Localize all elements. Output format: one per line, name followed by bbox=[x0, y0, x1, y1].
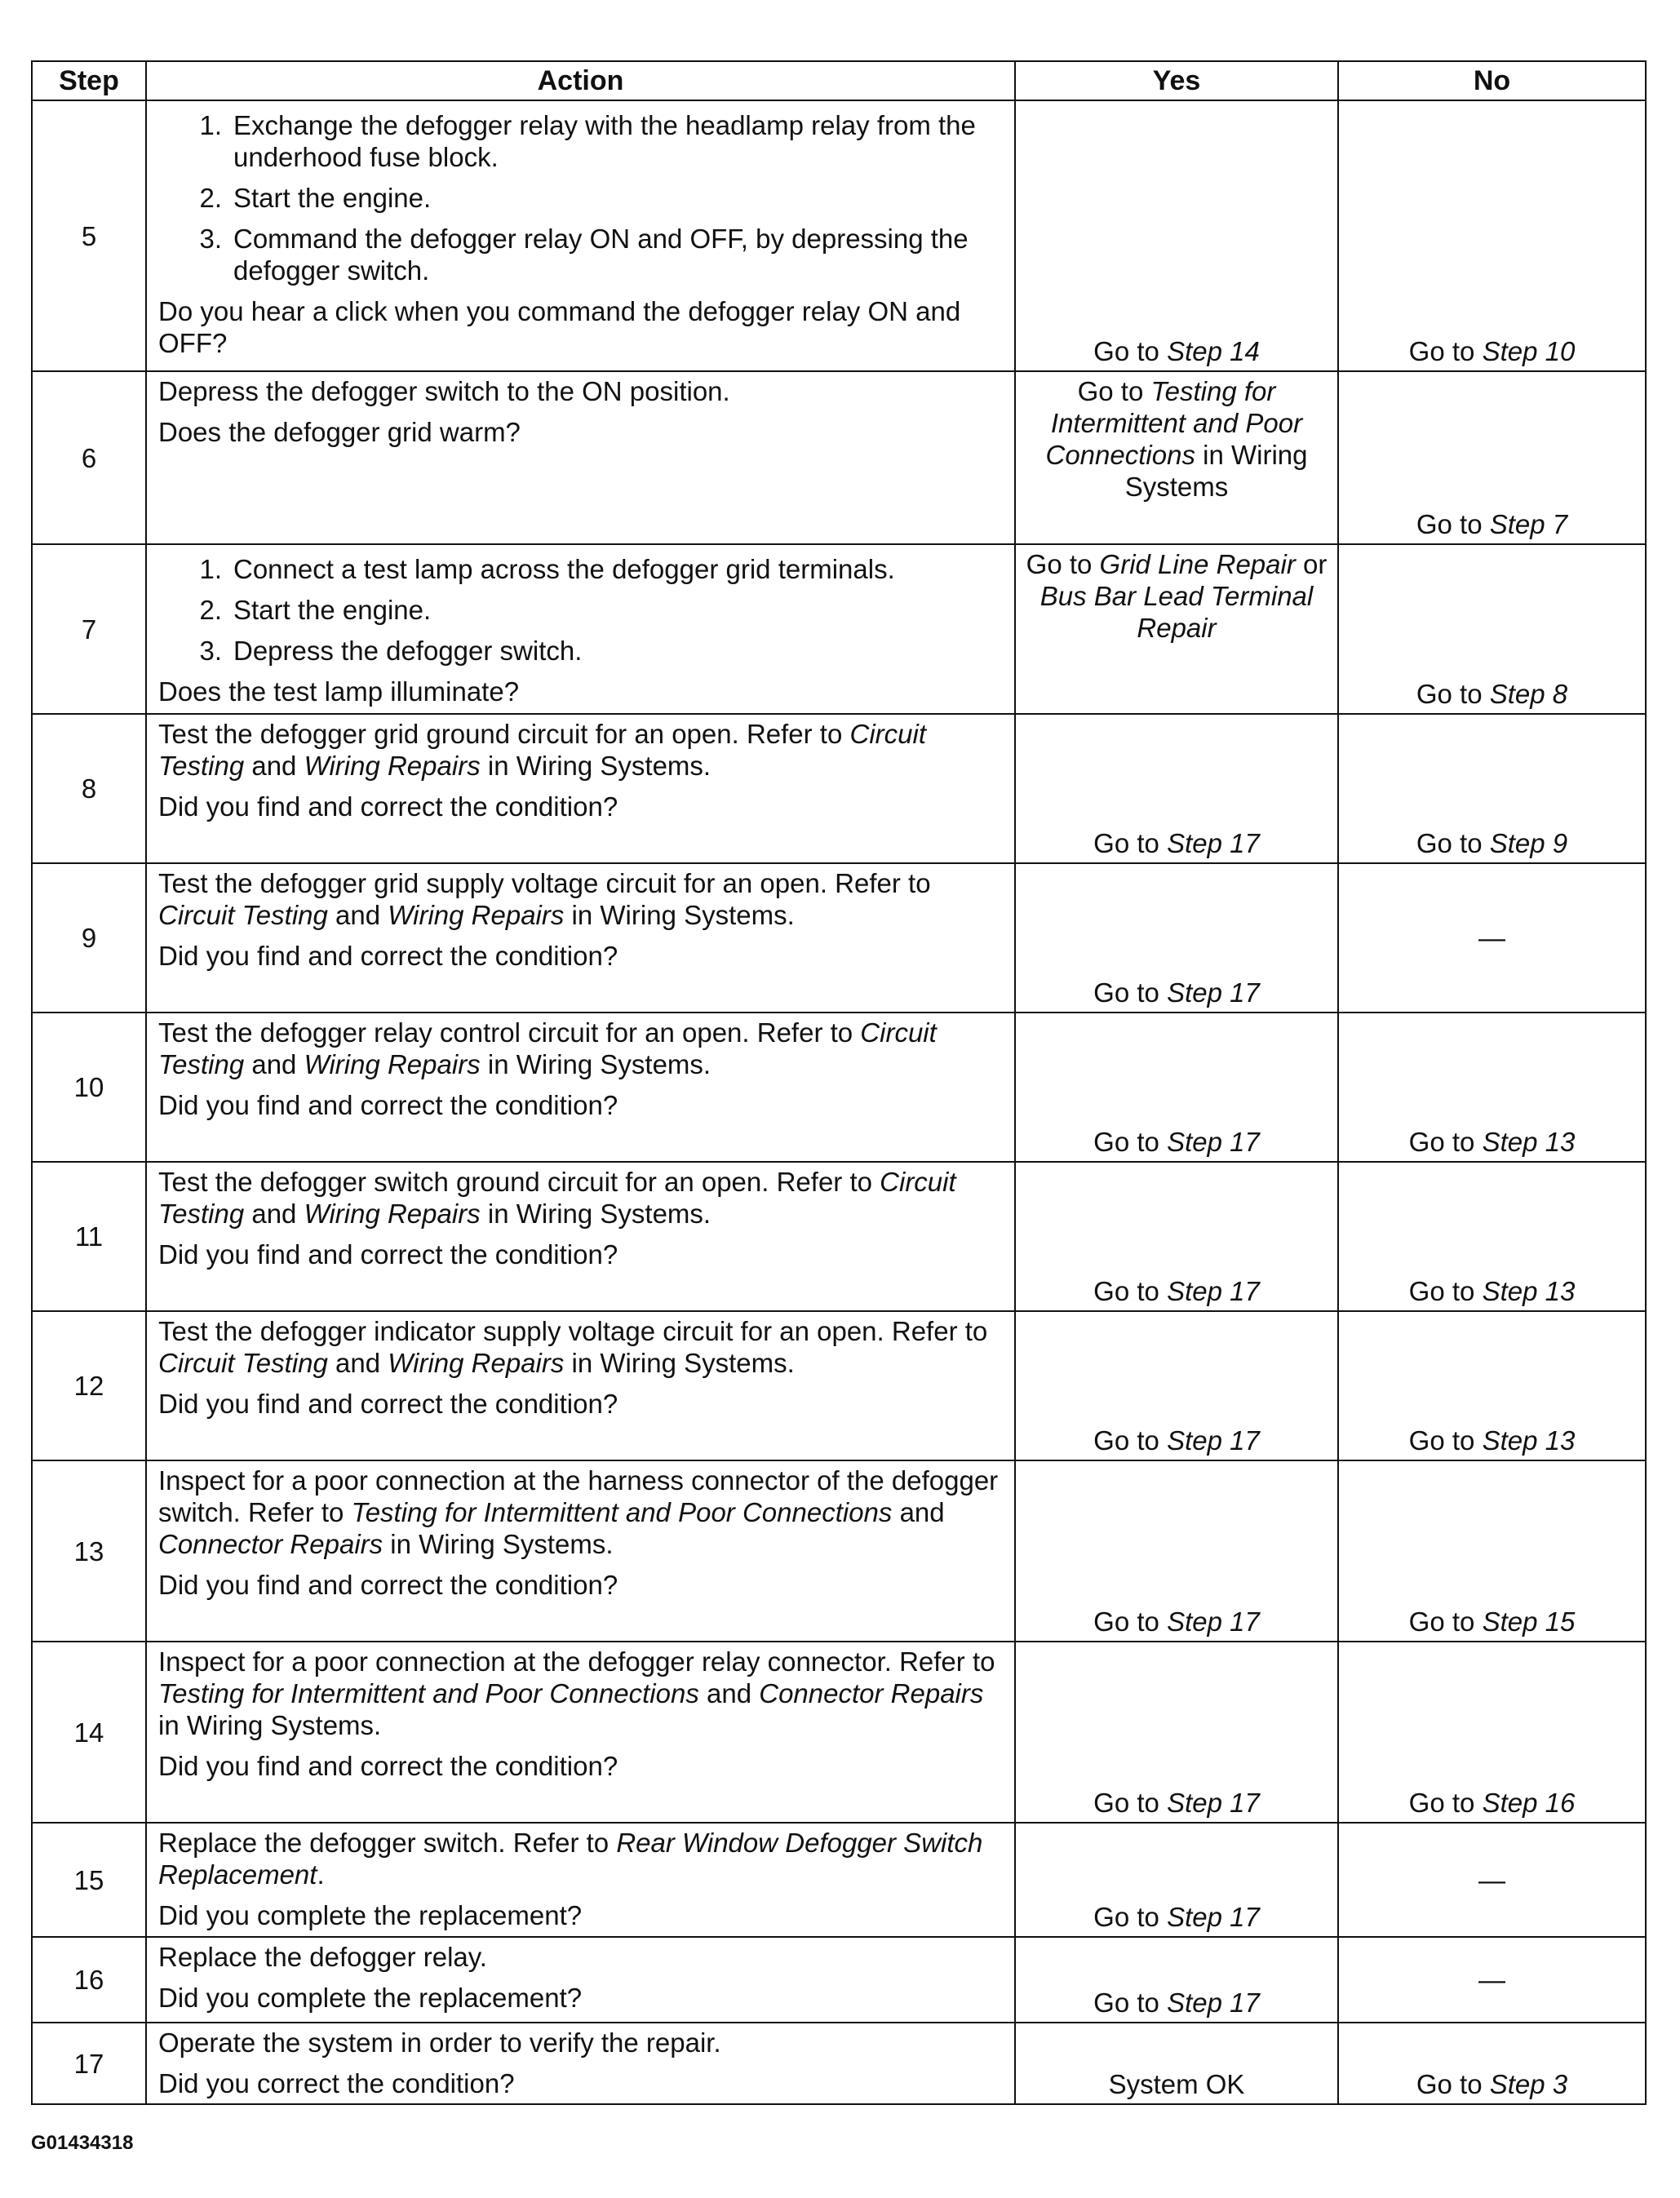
action-text-part: and bbox=[244, 1199, 304, 1229]
action-text-part: and bbox=[244, 751, 304, 781]
action-text-part: Test the defogger relay control circuit for an open. Refer to bbox=[158, 1017, 861, 1048]
list-text: Command the defogger relay ON and OFF, by depressing the defogger switch. bbox=[233, 224, 969, 286]
action-text-part: and bbox=[698, 1678, 760, 1708]
goto-prefix: Go to bbox=[1408, 1127, 1483, 1157]
action-text-part: Test the defogger grid ground circuit for an open. Refer to bbox=[158, 719, 850, 749]
action-question: Does the test lamp illuminate? bbox=[158, 676, 520, 707]
reference-link: Rear Window Defogger Switch Replacement bbox=[158, 1828, 983, 1890]
no-action-dash: — bbox=[1478, 1864, 1505, 1895]
yes-result bbox=[1015, 1642, 1338, 1823]
yes-result bbox=[1015, 1823, 1338, 1937]
goto-reference: Step 13 bbox=[1482, 1127, 1576, 1157]
action-text-part: in Wiring Systems. bbox=[480, 1049, 711, 1079]
goto-prefix: Go to bbox=[1093, 1425, 1168, 1456]
reference-link: Testing for Intermittent and Poor Connections bbox=[351, 1497, 893, 1527]
table-row bbox=[32, 371, 1646, 544]
goto-reference: Bus Bar Lead Terminal Repair bbox=[1039, 581, 1314, 643]
action-list-item bbox=[158, 182, 1003, 214]
action-text-part: and bbox=[327, 1348, 388, 1378]
action-cell bbox=[146, 863, 1015, 1013]
goto-prefix: Go to bbox=[1093, 1788, 1168, 1818]
goto-reference: Step 17 bbox=[1167, 1988, 1260, 2018]
action-text-part: and bbox=[244, 1049, 304, 1079]
goto-prefix: Go to bbox=[1408, 336, 1483, 366]
action-text-part: and bbox=[892, 1497, 945, 1527]
table-row bbox=[32, 544, 1646, 714]
goto-reference: Step 13 bbox=[1482, 1425, 1576, 1456]
action-text-part: Inspect for a poor connection at the defogger relay connector. Refer to bbox=[158, 1646, 995, 1677]
step-number: 9 bbox=[32, 863, 146, 1013]
goto-prefix: Go to bbox=[1093, 1127, 1168, 1157]
reference-link: Wiring Repairs bbox=[304, 751, 481, 781]
action-cell bbox=[146, 1460, 1015, 1642]
goto-prefix: Go to bbox=[1408, 1276, 1483, 1306]
action-text-part: in Wiring Systems. bbox=[564, 900, 795, 930]
no-result bbox=[1338, 1311, 1646, 1460]
action-question: Did you find and correct the condition? bbox=[158, 1090, 618, 1120]
no-result bbox=[1338, 863, 1646, 1013]
goto-suffix: in Wiring Systems bbox=[1124, 440, 1308, 502]
action-cell bbox=[146, 2023, 1015, 2104]
table-row bbox=[32, 100, 1646, 371]
action-question: Did you find and correct the condition? bbox=[158, 1389, 618, 1419]
goto-prefix: Go to bbox=[1416, 509, 1490, 539]
goto-prefix: Go to bbox=[1093, 336, 1168, 366]
action-text-part: . bbox=[317, 1859, 325, 1890]
action-text-part: Test the defogger grid supply voltage circuit for an open. Refer to bbox=[158, 868, 931, 898]
step-number: 11 bbox=[32, 1162, 146, 1311]
goto-prefix: Go to bbox=[1093, 1988, 1168, 2018]
action-cell bbox=[146, 1311, 1015, 1460]
no-result bbox=[1338, 1642, 1646, 1823]
action-text bbox=[158, 867, 1003, 931]
action-text bbox=[158, 1166, 1003, 1230]
action-cell bbox=[146, 544, 1015, 714]
no-result bbox=[1338, 714, 1646, 863]
list-number: 3. bbox=[199, 636, 222, 666]
no-action-dash: — bbox=[1478, 1965, 1505, 1995]
action-text bbox=[158, 1827, 1003, 1890]
goto-prefix: Go to bbox=[1416, 2069, 1490, 2099]
action-text-part: in Wiring Systems. bbox=[480, 751, 711, 781]
action-text-part: Test the defogger switch ground circuit for an open. Refer to bbox=[158, 1167, 880, 1197]
goto-prefix: Go to bbox=[1093, 1606, 1168, 1637]
reference-link: Circuit Testing bbox=[158, 1017, 937, 1079]
action-cell bbox=[146, 100, 1015, 371]
figure-id: G01434318 bbox=[31, 2132, 134, 2154]
goto-prefix: Go to bbox=[1093, 1902, 1168, 1932]
list-number: 3. bbox=[199, 224, 222, 254]
goto-reference: Step 13 bbox=[1482, 1276, 1576, 1306]
table-row bbox=[32, 1311, 1646, 1460]
action-question: Did you find and correct the condition? bbox=[158, 941, 618, 971]
action-text: Depress the defogger switch to the ON position. bbox=[158, 376, 730, 406]
list-number: 2. bbox=[199, 183, 222, 213]
step-number: 15 bbox=[32, 1823, 146, 1937]
yes-result bbox=[1015, 2023, 1338, 2104]
action-list-item bbox=[158, 635, 1003, 667]
no-result bbox=[1338, 544, 1646, 714]
goto-reference: Step 17 bbox=[1167, 977, 1260, 1008]
no-result bbox=[1338, 1937, 1646, 2023]
header-no: No bbox=[1338, 61, 1646, 100]
diagnostic-table bbox=[31, 60, 1647, 2105]
list-text: Start the engine. bbox=[233, 183, 432, 213]
reference-link: Circuit Testing bbox=[158, 719, 927, 781]
goto-reference: Testing for Intermittent and Poor Connections bbox=[1045, 376, 1303, 470]
action-question: Did you find and correct the condition? bbox=[158, 1751, 618, 1781]
goto-reference: Step 9 bbox=[1489, 828, 1568, 858]
no-action-dash: — bbox=[1478, 923, 1505, 953]
action-text-part: Replace the defogger switch. Refer to bbox=[158, 1828, 617, 1858]
reference-link: Connector Repairs bbox=[759, 1678, 984, 1708]
table-row bbox=[32, 1823, 1646, 1937]
goto-reference: Step 17 bbox=[1167, 1425, 1260, 1456]
no-result bbox=[1338, 100, 1646, 371]
no-result bbox=[1338, 2023, 1646, 2104]
action-cell bbox=[146, 1642, 1015, 1823]
goto-reference: Step 17 bbox=[1167, 1276, 1260, 1306]
action-cell bbox=[146, 1937, 1015, 2023]
goto-reference: Step 14 bbox=[1167, 336, 1260, 366]
action-list bbox=[158, 109, 1003, 286]
action-question: Does the defogger grid warm? bbox=[158, 417, 521, 447]
list-number: 1. bbox=[199, 554, 222, 584]
goto-prefix: Go to bbox=[1093, 1276, 1168, 1306]
goto-prefix: Go to bbox=[1408, 1425, 1483, 1456]
step-number: 14 bbox=[32, 1642, 146, 1823]
table-header-row bbox=[32, 61, 1646, 100]
action-text-part: and bbox=[327, 900, 388, 930]
action-text bbox=[158, 1315, 1003, 1379]
header-step: Step bbox=[32, 61, 146, 100]
goto-reference: Grid Line Repair bbox=[1099, 549, 1296, 579]
goto-prefix: Go to bbox=[1026, 549, 1100, 579]
goto-connector: or bbox=[1295, 549, 1328, 579]
action-list bbox=[158, 553, 1003, 667]
action-cell bbox=[146, 714, 1015, 863]
action-text-part: in Wiring Systems. bbox=[480, 1199, 711, 1229]
table-row bbox=[32, 863, 1646, 1013]
reference-link: Circuit Testing bbox=[158, 900, 328, 930]
action-question: Did you find and correct the condition? bbox=[158, 1239, 618, 1270]
list-number: 1. bbox=[199, 110, 222, 140]
table-row bbox=[32, 1460, 1646, 1642]
header-yes: Yes bbox=[1015, 61, 1338, 100]
table-row bbox=[32, 714, 1646, 863]
reference-link: Connector Repairs bbox=[158, 1529, 383, 1559]
yes-result bbox=[1015, 1937, 1338, 2023]
action-list-item bbox=[158, 553, 1003, 585]
goto-prefix: Go to bbox=[1416, 679, 1490, 709]
yes-result bbox=[1015, 1013, 1338, 1162]
action-list-item bbox=[158, 109, 1003, 173]
yes-result bbox=[1015, 100, 1338, 371]
yes-result bbox=[1015, 1460, 1338, 1642]
step-number: 12 bbox=[32, 1311, 146, 1460]
list-text: Connect a test lamp across the defogger grid terminals. bbox=[233, 554, 895, 584]
reference-link: Testing for Intermittent and Poor Connections bbox=[158, 1678, 699, 1708]
goto-reference: Step 8 bbox=[1489, 679, 1568, 709]
yes-result bbox=[1015, 863, 1338, 1013]
table-row bbox=[32, 1162, 1646, 1311]
no-result bbox=[1338, 1013, 1646, 1162]
action-text-part: in Wiring Systems. bbox=[383, 1529, 614, 1559]
table-row bbox=[32, 1013, 1646, 1162]
result-text: System OK bbox=[1108, 2069, 1245, 2099]
action-question: Did you find and correct the condition? bbox=[158, 791, 618, 822]
action-text: Replace the defogger relay. bbox=[158, 1942, 487, 1972]
action-question: Did you complete the replacement? bbox=[158, 1983, 583, 2013]
action-text: Operate the system in order to verify the repair. bbox=[158, 2027, 721, 2058]
goto-reference: Step 17 bbox=[1167, 1606, 1260, 1637]
table-row bbox=[32, 1642, 1646, 1823]
action-cell bbox=[146, 1823, 1015, 1937]
action-cell bbox=[146, 1162, 1015, 1311]
action-list-item bbox=[158, 223, 1003, 286]
yes-result bbox=[1015, 1311, 1338, 1460]
list-text: Start the engine. bbox=[233, 595, 432, 625]
goto-reference: Step 17 bbox=[1167, 1902, 1260, 1932]
goto-prefix: Go to bbox=[1093, 977, 1168, 1008]
goto-reference: Step 17 bbox=[1167, 1788, 1260, 1818]
step-number: 8 bbox=[32, 714, 146, 863]
action-text-part: in Wiring Systems. bbox=[158, 1710, 382, 1740]
goto-prefix: Go to bbox=[1408, 1788, 1483, 1818]
yes-result bbox=[1015, 371, 1338, 544]
action-text bbox=[158, 1465, 1003, 1560]
reference-link: Wiring Repairs bbox=[304, 1049, 481, 1079]
goto-reference: Step 3 bbox=[1489, 2069, 1568, 2099]
yes-result bbox=[1015, 714, 1338, 863]
reference-link: Wiring Repairs bbox=[304, 1199, 481, 1229]
action-list-item bbox=[158, 594, 1003, 626]
goto-prefix: Go to bbox=[1416, 828, 1490, 858]
reference-link: Wiring Repairs bbox=[388, 1348, 565, 1378]
action-question: Did you correct the condition? bbox=[158, 2068, 515, 2098]
action-cell bbox=[146, 1013, 1015, 1162]
action-text-part: Inspect for a poor connection at the harness connector of the defogger switch. Refer to bbox=[158, 1465, 999, 1527]
reference-link: Circuit Testing bbox=[158, 1348, 328, 1378]
no-result bbox=[1338, 1460, 1646, 1642]
page bbox=[31, 60, 1645, 2105]
reference-link: Wiring Repairs bbox=[388, 900, 565, 930]
action-text-part: Test the defogger indicator supply voltage circuit for an open. Refer to bbox=[158, 1316, 988, 1346]
action-question: Do you hear a click when you command the defogger relay ON and OFF? bbox=[158, 296, 961, 358]
goto-prefix: Go to bbox=[1093, 828, 1168, 858]
action-text-part: in Wiring Systems. bbox=[564, 1348, 795, 1378]
no-result bbox=[1338, 1823, 1646, 1937]
goto-prefix: Go to bbox=[1408, 1606, 1483, 1637]
no-result bbox=[1338, 1162, 1646, 1311]
list-text: Exchange the defogger relay with the headlamp relay from the underhood fuse block. bbox=[233, 110, 976, 172]
action-question: Did you find and correct the condition? bbox=[158, 1570, 618, 1600]
goto-reference: Step 17 bbox=[1167, 1127, 1260, 1157]
action-text bbox=[158, 1646, 1003, 1741]
step-number: 7 bbox=[32, 544, 146, 714]
step-number: 16 bbox=[32, 1937, 146, 2023]
action-text bbox=[158, 1017, 1003, 1080]
step-number: 17 bbox=[32, 2023, 146, 2104]
goto-reference: Step 10 bbox=[1482, 336, 1576, 366]
action-text bbox=[158, 718, 1003, 782]
header-action: Action bbox=[146, 61, 1015, 100]
list-number: 2. bbox=[199, 595, 222, 625]
yes-result bbox=[1015, 1162, 1338, 1311]
action-cell bbox=[146, 371, 1015, 544]
goto-reference: Step 16 bbox=[1482, 1788, 1576, 1818]
yes-result bbox=[1015, 544, 1338, 714]
step-number: 5 bbox=[32, 100, 146, 371]
step-number: 10 bbox=[32, 1013, 146, 1162]
goto-reference: Step 7 bbox=[1489, 509, 1568, 539]
step-number: 6 bbox=[32, 371, 146, 544]
table-row bbox=[32, 1937, 1646, 2023]
list-text: Depress the defogger switch. bbox=[233, 636, 583, 666]
goto-reference: Step 17 bbox=[1167, 828, 1260, 858]
goto-prefix: Go to bbox=[1077, 376, 1151, 406]
table-row bbox=[32, 2023, 1646, 2104]
action-question: Did you complete the replacement? bbox=[158, 1900, 583, 1930]
step-number: 13 bbox=[32, 1460, 146, 1642]
goto-reference: Step 15 bbox=[1482, 1606, 1576, 1637]
no-result bbox=[1338, 371, 1646, 544]
reference-link: Circuit Testing bbox=[158, 1167, 956, 1229]
